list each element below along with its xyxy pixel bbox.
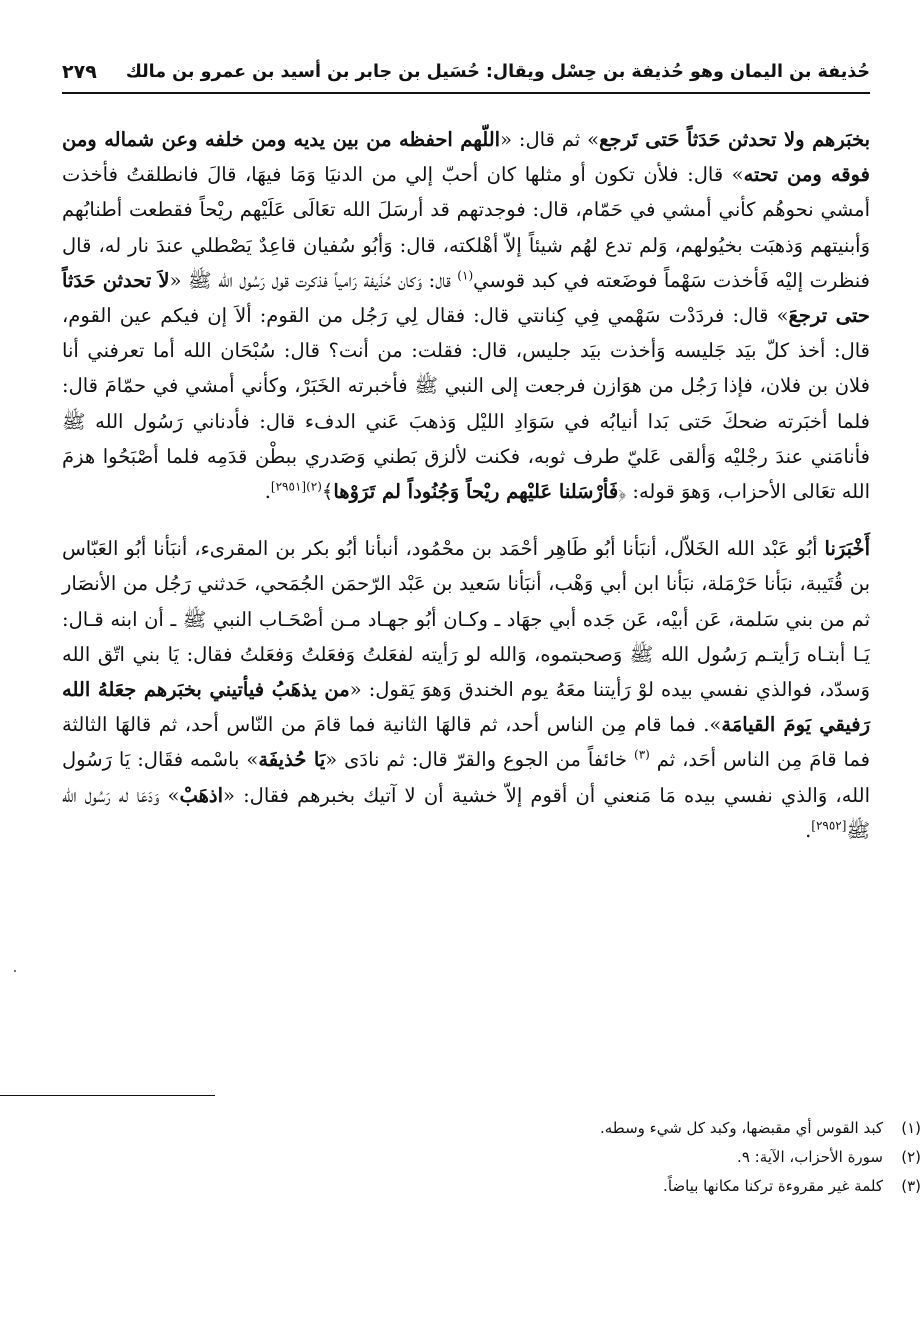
book-page: [62, 52, 870, 848]
footnote-text: سورة الأحزاب، الآية: ٩.: [737, 1148, 883, 1166]
footnote-number: (٣): [901, 1177, 921, 1195]
footnote-text: كلمة غير مقروءة تركنا مكانها بياضاً.: [663, 1177, 883, 1195]
footnote-item: [113, 1114, 921, 1143]
page-header: [62, 52, 870, 94]
footnote-number: (١): [901, 1119, 921, 1137]
bold-quote: أَخْبَرَنا: [824, 537, 870, 561]
running-title: حُذيفة بن اليمان وهو حُذيفة بن حِسْل ويقال: حُسَيل بن جابر بن أسيد بن عمرو بن مالك: [125, 62, 870, 82]
text-run: » قال: فردَدْت سَهْمي فِي كِنانتي قال: فقال لِي رَجُل من القوم: ألاَ إن فيكم عين القوم، قال: أخذ كلّ بيَد جَليسه وَأخذت بيَد جليس، قال: فقلت: من أنت؟ قال: سُبْحَان الله أما تعرفني أنا فلان بن فلان، فإذا رَجُل من هوَازن فرجعت إلى النبي ﷺ فأخبرته الخَبَرْ، وكأني أمشي في حمّامَ قال: فلما أخبَرته ضحكَ حَتى بَدا أنيابُه في سَوَادِ الليْل وَذهبَ عَني الدفء قال: فأدناني رَسُول الله ﷺ فأنامَني عندَ رجْليْه وَألقى عَليّ طرف ثوبه، فكنت لألزق بَطني وَصَدري ببطْن قدَمِه فلما أصْبَحُوا هزمَ الله تعَالى الأحزاب، وَهوَ قوله: ﴿: [62, 304, 870, 504]
text-run: أبُو عَبْد الله الخَلاّل، أنبَأنا أبُو طَاهِر أحْمَد بن محْمُود، أنبأنا أبُو بكر بن المقرىء، أنبَأنا أبُو العَبّاس بن قُتَيبة، نبَأنا حَرْمَلة، نبَأنا ابن أبي وَهْب، أنبَأنا سَعيد بن عَبْد الرّحمَن الجُمَحي، حَدثني رَجُل من الأنصَار ثم من بني سَلمة، عَن أبيْه، عَن جَده أبي جهَاد ـ وكـان أبُو جهـاد مـن أصْحَـاب النبي ﷺ ـ أن ابنه قـال: يَـا أبتـاه رَأيتـم رَسُول الله ﷺ وَصحبتموه، وَالله لو رَأيته لفعَلتُ وَفعَلتُ وَفعَلتُ فقال: يَا بني اتّق الله وَسدّد، فوالذي نفسي بيده لوْ رَأيتنا معَهُ يوم الخندق وَهوَ يَقول: «: [62, 537, 871, 702]
text-run: » وَدَعَا له رَسُول الله ﷺ: [62, 783, 870, 842]
bold-quote: فَأرْسَلنا عَليْهم ريْحاً وَجُنُوداً لم تَرَوْها: [333, 480, 619, 504]
footnote-item: [113, 1143, 921, 1172]
bold-quote: لاَ تحدثن حَدَثاً حتى ترجعَ: [62, 268, 870, 328]
bold-quote: اللّهم احفظه من بين يديه ومن خلفه وعن شماله ومن فوقه ومن تحته: [62, 128, 871, 187]
text-run: ». فما قام مِن الناس أحد، ثم قالهَا الثانية فما قامَ من النّاس أحد، ثم قالهَا الثالثة فما قامَ مِن الناس أحَد، ثم: [62, 713, 870, 772]
bold-quote: اذهَبْ: [179, 783, 223, 807]
text-run: » قال: فلأن تكون أو مثلها كان أحبّ إلي من الدنيَا وَمَا فيهَا، قالَ فانطلقتُ فأخذت أمشي نحوهُم كأني أمشي في حَمّام، قال: فوجدتهم قد أرسَلَ الله تعَالَى عَلَيْهم ريْحاً فقطعت أطنابُهم وَأبنيتهم وَذهبَت بخيُولهم، وَلم تدع لهُم شيئاً إلاّ أهْلكته، قال: وَأبُو سُفيان قاعِدٌ يَصْطلي عندَ نار له، قال فنظرت إليْه فَأخذت سَهْماً فوضَعته في كبد قوسي: [62, 163, 871, 292]
page-number: ٢٧٩: [62, 61, 97, 83]
text-run: » باسْمه فقَال: يَا رَسُول الله، وَالذي نفسي بيده مَا مَنعني أن أقوم إلاّ خشية أن لا آتيك بخبرهم فقال: «: [62, 748, 870, 807]
reference-marker: [٢٩٥٢]: [811, 818, 847, 833]
bold-quote: من يذهَبُ فيأتيني بخبَرهم جعَلهُ الله رَفيقي يَومَ القيامَة: [62, 678, 870, 737]
reference-marker: (٣): [634, 747, 650, 762]
footnote-item: [113, 1172, 921, 1201]
footnotes: [113, 1114, 921, 1201]
bold-quote: يَا حُذيفَة: [258, 748, 326, 772]
text-run: قال: وَكان حُذَيفة رَامياً فذكرت قول رَسُول الله ﷺ «: [169, 268, 458, 292]
text-run: .: [264, 480, 271, 504]
text-run: ﴾: [321, 480, 334, 504]
footnote-text: كبد القوس أي مقبضها، وكبد كل شيء وسطه.: [599, 1119, 883, 1137]
main-text: [62, 122, 870, 848]
scan-speck: [14, 970, 16, 972]
text-run: خائفاً من الجوع والقرّ قال: ثم نادَى «: [325, 748, 634, 772]
paragraph-isnad: [62, 531, 870, 848]
bold-quote: بخبَرهم ولا تحدثن حَدَثاً حَتى تَرجع: [599, 128, 870, 151]
footnote-number: (٢): [901, 1148, 921, 1166]
text-run: .: [805, 818, 812, 842]
reference-marker: (١): [457, 268, 474, 283]
footnote-divider: [0, 1095, 215, 1096]
paragraph-narration: [62, 122, 870, 509]
reference-marker: (٢)[٢٩٥١]: [270, 479, 322, 494]
text-run: » ثم قال: «: [500, 128, 600, 151]
